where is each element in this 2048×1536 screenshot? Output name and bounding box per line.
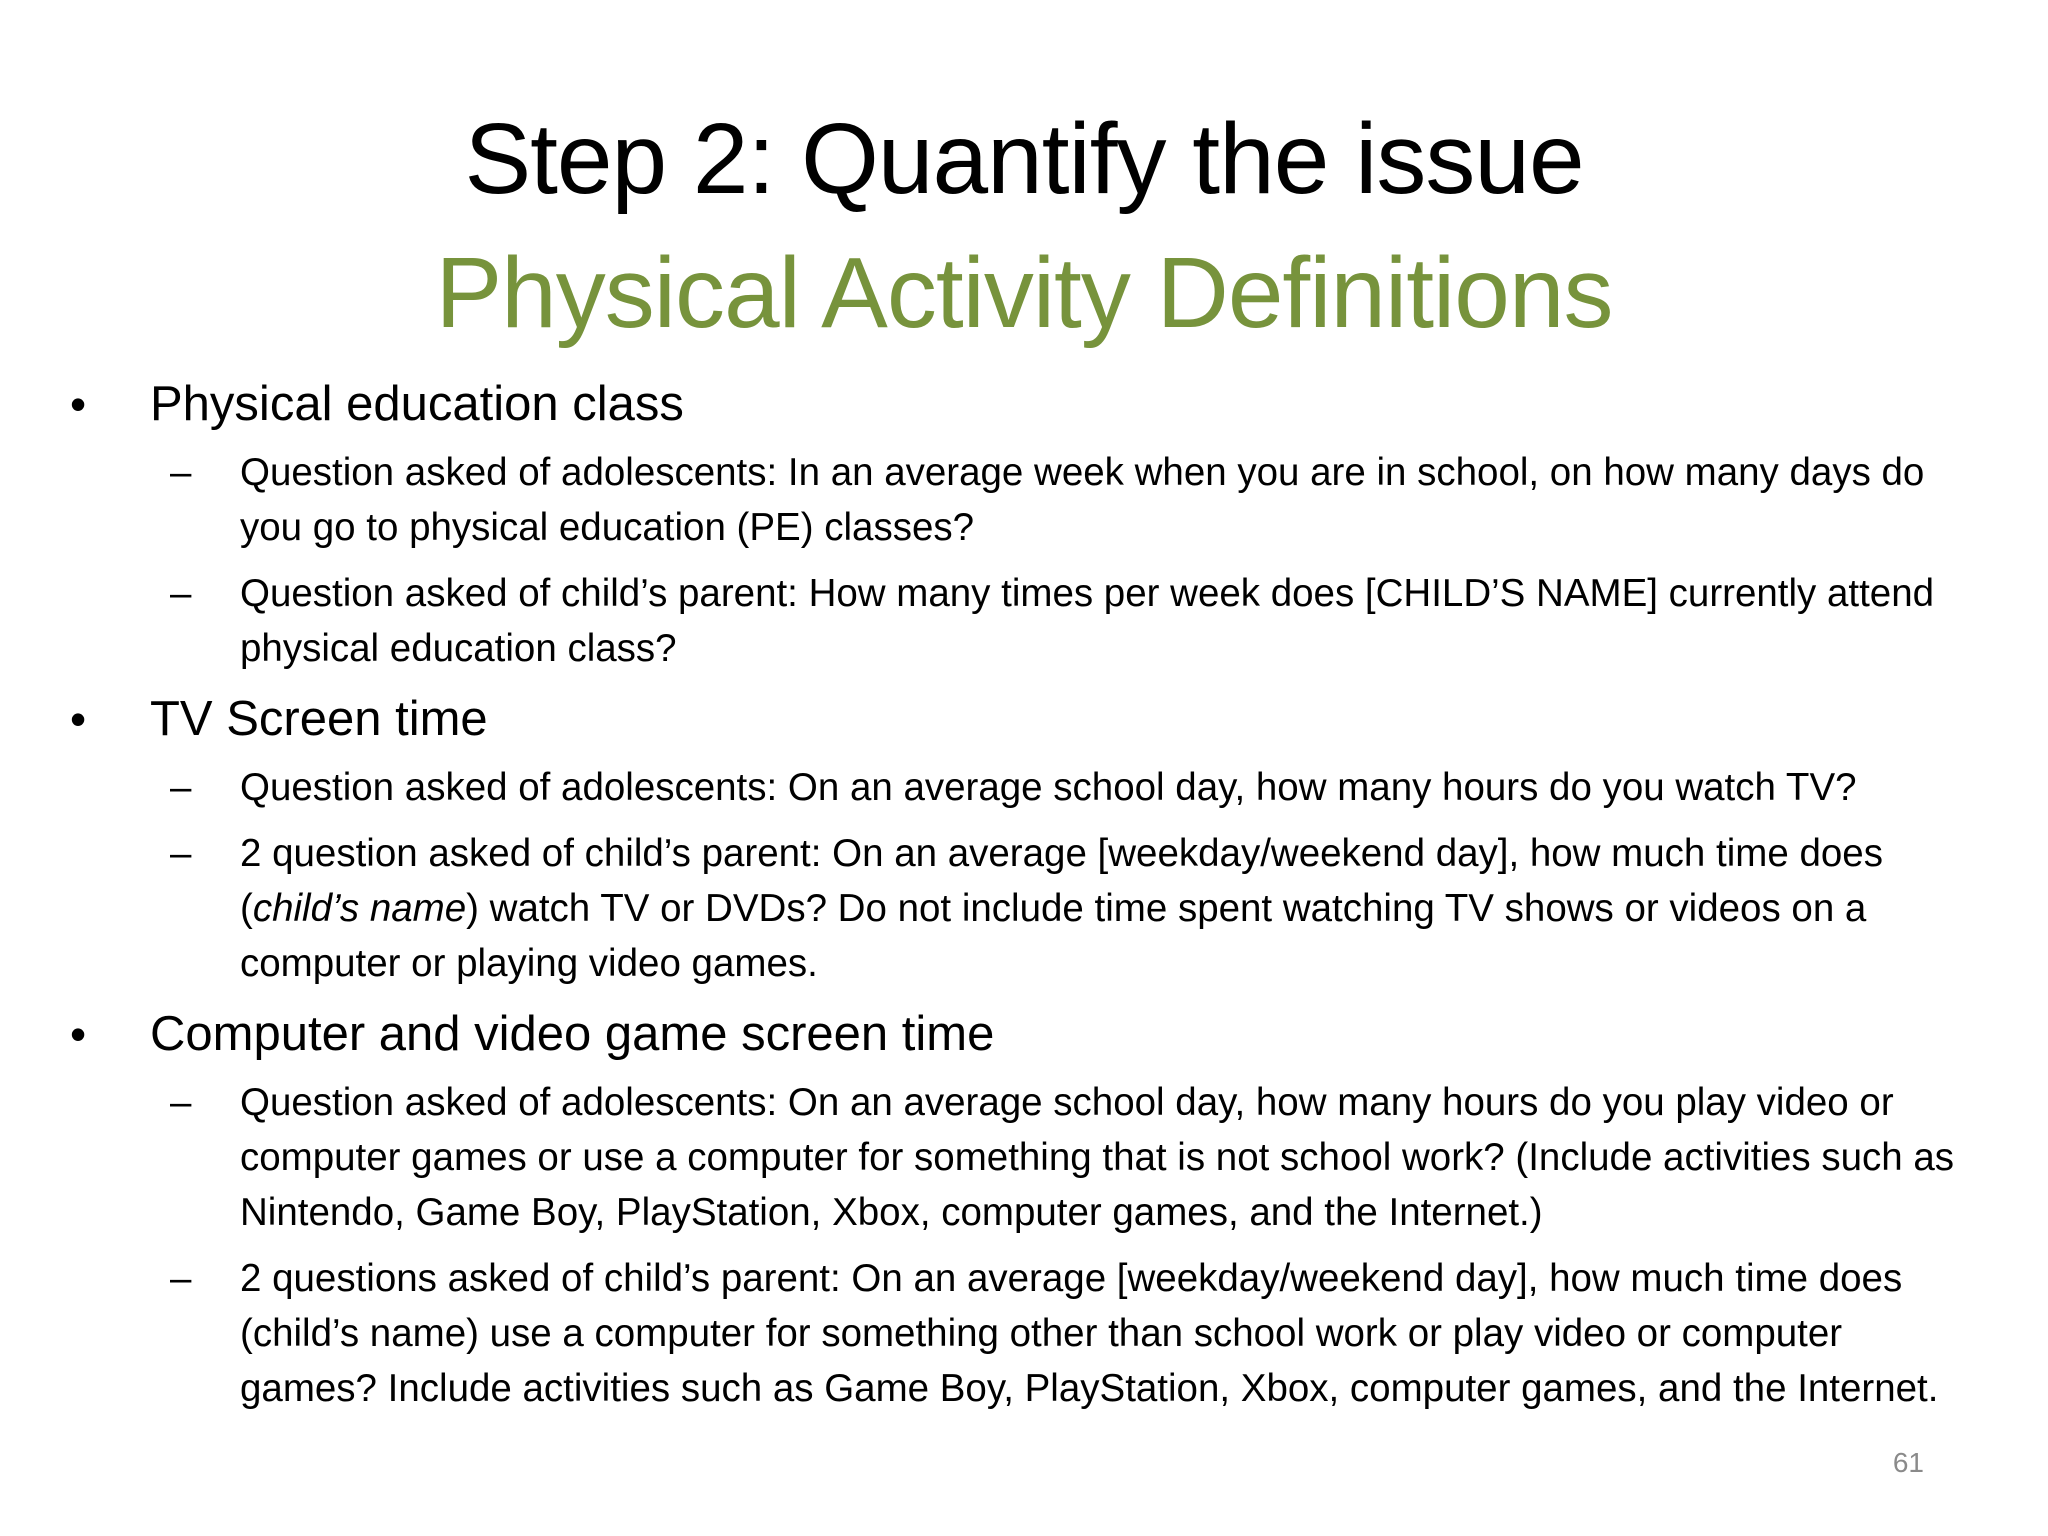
bullet-heading: Computer and video game screen time [150,1007,995,1061]
dash-icon: – [170,1257,192,1300]
bullet-physical-education [70,372,1970,436]
bullet-dot-icon: • [70,378,87,430]
sub-item-text: Question asked of adolescents: On an average school day, how many hours do you watch TV? [240,766,1857,809]
sub-item-text: Question asked of adolescents: In an average week when you are in school, on how many days do you go to physical education (PE) classes? [240,451,1925,549]
sub-item [70,1075,1970,1240]
bullet-computer-video-game [70,1002,1970,1066]
bullet-dot-icon: • [70,1008,87,1060]
sub-item [70,566,1970,676]
bullet-heading: TV Screen time [150,692,488,746]
sub-list-physical-education [70,445,1970,676]
dash-icon: – [170,1081,192,1124]
slide-subtitle: Physical Activity Definitions [435,237,1613,349]
dash-icon: – [170,572,192,615]
sub-item [70,445,1970,555]
sub-item-text: Question asked of adolescents: On an average school day, how many hours do you play video or computer games or use a computer for something that is not school work? (Include activities such as Nintendo, Game Boy, PlayStation, Xbox, computer games, and the Internet.) [240,1081,1955,1234]
sub-item-text-italic: child’s name [252,887,467,930]
bullet-dot-icon: • [70,693,87,745]
sub-item-text [240,832,1883,985]
dash-icon: – [170,451,192,494]
page-number: 61 [1892,1447,1924,1478]
sub-item-text: Question asked of child’s parent: How many times per week does [CHILD’S NAME] currently attend physical education class? [240,572,1935,670]
title-block [0,92,2048,360]
sub-item-text-before: 2 question asked of child’s parent: On an average [weekday/weekend day], how much time does ( [240,832,1883,930]
slide-title: Step 2: Quantify the issue [464,103,1584,215]
sub-item-text: 2 questions asked of child’s parent: On an average [weekday/weekend day], how much time does (child’s name) use a computer for something other than school work or play video or computer games? Include activities such as Game Boy, PlayStation, Xbox, computer games, and the Internet. [240,1257,1939,1410]
bullet-tv-screen-time [70,687,1970,751]
sub-item [70,1251,1970,1416]
sub-item [70,760,1970,815]
bullet-heading: Physical education class [150,377,684,431]
sub-item [70,826,1970,991]
sub-list-computer-video-game [70,1075,1970,1416]
sub-list-tv-screen-time [70,760,1970,991]
dash-icon: – [170,832,192,875]
dash-icon: – [170,766,192,809]
slide-content [70,372,1970,1427]
sub-item-text-after: ) watch TV or DVDs? Do not include time spent watching TV shows or videos on a computer or playing video games. [240,887,1867,985]
